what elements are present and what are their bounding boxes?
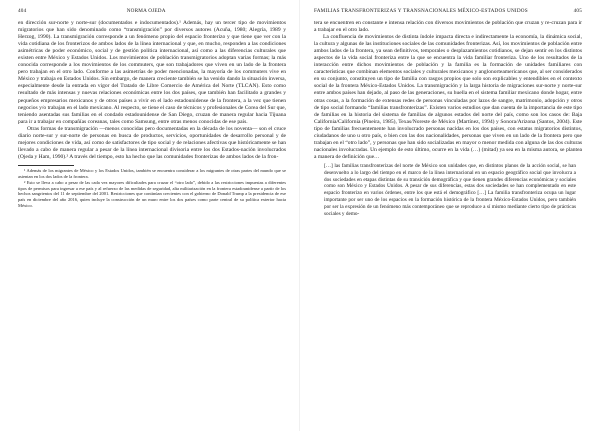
left-running-head <box>18 8 286 18</box>
left-page-number: 404 <box>18 8 27 14</box>
right-page-number: 405 <box>573 8 582 14</box>
footnote-rule <box>18 165 74 166</box>
right-paragraph-2: La confluencia de movimientos de distinta índole impacta directa e indirectamente la economía, la dinámica social, la cultura y algunas de las instituciones sociales de las comunidades fronterizas. Así, los movimientos de población entre ambos lados de la frontera, ya sean definitivos, temporales o desplazamientos cotidianos, se dejan sentir en los distintos aspectos de la vida social fronteriza entre la que se encuentra la vida familiar fronteriza. Uno de los resultados de la interacción entre dichos movimientos de población y la familia es la formación de unidades familiares con características que combinan elementos sociales y culturales mexicanos y anglonorteamericanos que, al ser considerados en su conjunto, constituyen un tipo de familia con rasgos propios que solo son explicables y entendibles en el contexto social de la frontera México-Estados Unidos. La transmigración y la larga historia de migraciones sur-norte y norte-sur entre ambos países han dejado, al paso de las generaciones, su huella en el sistema familiar mexicano donde hogar, entre otras cosas, a la formación de extensas redes de personas vinculadas por lazos de sangre, matrimonio, adopción y otros de tipo social formando “familias transfronterizas”. Existen varios estudios que dan cuenta de la importancia de este tipo de familias en la historia del sistema de familias de algunos estados del norte del país, como son los casos de: Baja California/California (Pineira, 1985), Texas/Noreste de México (Martínez, 1994) y Sonora/Arizona (Santos, 2004). Este tipo de familias frecuentemente han involucrado personas nacidas en los dos países, con estatus migratorios distintos, ciudadanos de uno u otro país, o bien con las dos nacionalidades, personas que viven en un lado de la frontera pero que trabajan en el “otro lado”, y personas que han sido socializadas en mayor o menor medida con alguna de las dos culturas nacionales involucradas. Un ejemplo de esto último, ocurre en la vida (…) (mitad) ya sea en la misma autora, se plantea a manera de definición que… <box>314 34 582 160</box>
footnote-1: ¹ Además de los migrantes de México y los Estados Unidos, también se encuentra considerar a los migrantes de otras partes del mundo que se asientan en los dos lados de la frontera. <box>18 167 286 179</box>
left-paragraph-1: en dirección sur-norte y norte-sur (documentados e indocumentados).¹ Además, hay un tercer tipo de movimientos migratorios que han sido denominado como “transmigración” por diversos autores (Acuña, 1980; Alegría, 1989 y Herzog, 1990). La transmigración corresponde a un fenómeno propio del espacio fronterizo y que tiene que ver con la vida cotidiana de los fronterizos de ambos lados de la línea internacional y que, en mucho, responden a las condiciones asimétricas de poder económico, social y de gestión política internacional, así como a las diferencias culturales que existen entre México y Estados Unidos. Los movimientos de población transmigratorios adoptan varias formas; la más conocida corresponde a los movimientos de los commuters, que son trabajadores que viven en un lado de la frontera pero trabajan en el otro lado. Conforme a las asimetrías de poder mencionadas, la mayoría de los commuters vive en México y trabaja en Estados Unidos. Sin embargo, de manera creciente también se ha venido dando la situación inversa, especialmente desde la entrada en vigor del Tratado de Libre Comercio de América del Norte (TLCAN). Esto como resultado de más intensas y nuevas relaciones económicas entre los dos países, que también han facilitado a grandes y pequeños empresarios mexicanos y de otros países a vivir en el lado estadounidense de la frontera, a la vez que tienen negocios y/o trabajan en el lado mexicano. Al respecto, se tiene el caso de técnicos y profesionales de Corea del Sur que, teniendo asentadas sus familias en el condado estadounidense de San Diego, cruzan de manera regular hacia Tijuana para ir a trabajar en compañías coreanas, tales como Samsung, entre otras menos conocidas de ese país. <box>18 20 287 125</box>
right-running-title: FAMILIAS TRANSFRONTERIZAS Y TRANSNACIONALES MÉXICO-ESTADOS UNIDOS <box>314 8 528 14</box>
right-page <box>300 0 600 431</box>
left-running-title: NORMA OJEDA <box>126 8 166 14</box>
left-paragraph-2: Otras formas de transmigración —menos conocidas pero documentadas en la década de los noventa— son el cruce diario norte-sur y sur-norte de personas en busca de productos, servicios, oportunidades de desarrollo personal y de mejores condiciones de vida, así como de satisfactores de tipo social y de relaciones afectivas que históricamente se han llevado a cabo de manera regular a pesar de la línea internacional divisoria entre los dos Estados-nación involucrados (Ojeda y Ham, 1990).² A través del tiempo, esto ha hecho que las comunidades fronterizas de ambos lados de la fron- <box>18 125 286 160</box>
left-body <box>18 20 286 161</box>
right-paragraph-1: tera se encuentren en constante e intensa relación con diversos movimientos de población que cruzan y re-cruzan para ir a trabajar en el otro lado. <box>314 20 582 34</box>
right-body <box>314 20 582 161</box>
right-running-head <box>314 8 582 18</box>
block-quote: […] las familias transfronterizas del norte de México son unidades que, en distintos planos de la acción social, se han desenvuelto a lo largo del tiempo en el marco de la línea internacional en un espacio geográfico social que involucra a dos sociedades en etapas distintas de su transición demográfica y que tienen grandes diferencias económicas y sociales como son México y Estados Unidos. A pesar de sus diferencias, estas dos sociedades se han complementado en este espacio fronterizo en varios órdenes, entre los que está el demográfico […] La familia transfronteriza ocupa un lugar importante por ser uno de los espacios en la formación histórica de la frontera México-Estados Unidos, pero también por ser la expresión de un fenómeno más contemporáneo que se reproduce a sí mismo mediante cierto tipo de prácticas sociales y demo- <box>324 162 576 217</box>
footnote-2: ² Esto se lleva a cabo a pesar de las cada vez mayores dificultades para cruzar el “otro lado”, debido a las restricciones impuestas a diferentes tipos de permisos para ingresar a ese país y al refuerzo de las medidas de seguridad, alta militarización en la frontera estadounidense a partir de los hechos sangrientos del 11 de septiembre del 2001. Restricciones que continúan crecientes con el gobierno de Donald Trump a la presidencia de ese país en diciembre del año 2016, quien incluye la construcción de un muro entre los dos países como parte central de su política exterior hacia México. <box>18 179 286 208</box>
footnotes <box>18 168 286 209</box>
